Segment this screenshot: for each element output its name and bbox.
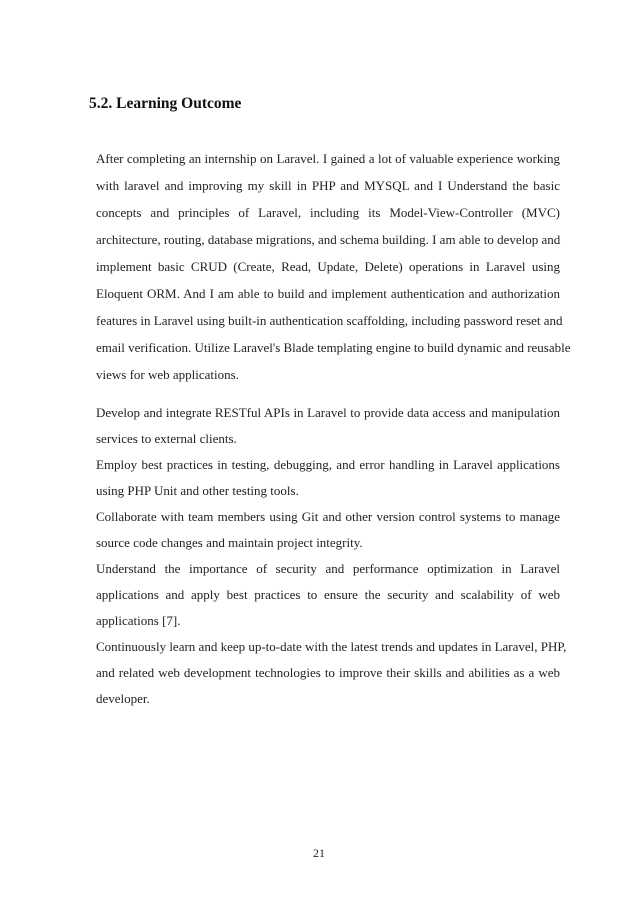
paragraph-line: After completing an internship on Laravel. I gained a lot of valuable experience working <box>96 151 560 166</box>
paragraph-line: applications and apply best practices to ensure the security and scalability of web <box>96 587 560 602</box>
paragraph-line: Eloquent ORM. And I am able to build and implement authentication and authorization <box>96 286 560 301</box>
paragraph-line: features in Laravel using built-in authentication scaffolding, including password reset and <box>96 313 563 328</box>
paragraph-line: developer. <box>96 691 150 706</box>
paragraph-line: Continuously learn and keep up-to-date with the latest trends and updates in Laravel, PHP, <box>96 639 567 654</box>
paragraph-line: concepts and principles of Laravel, including its Model-View-Controller (MVC) <box>96 205 560 220</box>
paragraph-line: Understand the importance of security and performance optimization in Laravel <box>96 561 560 576</box>
paragraph-line: implement basic CRUD (Create, Read, Update, Delete) operations in Laravel using <box>96 259 560 274</box>
paragraph-line: services to external clients. <box>96 431 237 446</box>
paragraph-line: using PHP Unit and other testing tools. <box>96 483 299 498</box>
paragraph-line: Employ best practices in testing, debugging, and error handling in Laravel applications <box>96 457 560 472</box>
page-number: 21 <box>313 846 325 860</box>
paragraph-line: applications [7]. <box>96 613 181 628</box>
paragraph-line: with laravel and improving my skill in PHP and MYSQL and I Understand the basic <box>96 178 560 193</box>
paragraph-line: email verification. Utilize Laravel's Blade templating engine to build dynamic and reusable <box>96 340 571 355</box>
paragraph-line: and related web development technologies to improve their skills and abilities as a web <box>96 665 560 680</box>
paragraph-line: views for web applications. <box>96 367 239 382</box>
paragraph-line: Develop and integrate RESTful APIs in Laravel to provide data access and manipulation <box>96 405 560 420</box>
paragraph-line: architecture, routing, database migrations, and schema building. I am able to develop and <box>96 232 561 247</box>
paragraph-line: source code changes and maintain project integrity. <box>96 535 363 550</box>
section-heading: 5.2. Learning Outcome <box>89 95 242 112</box>
paragraph-line: Collaborate with team members using Git and other version control systems to manage <box>96 509 560 524</box>
